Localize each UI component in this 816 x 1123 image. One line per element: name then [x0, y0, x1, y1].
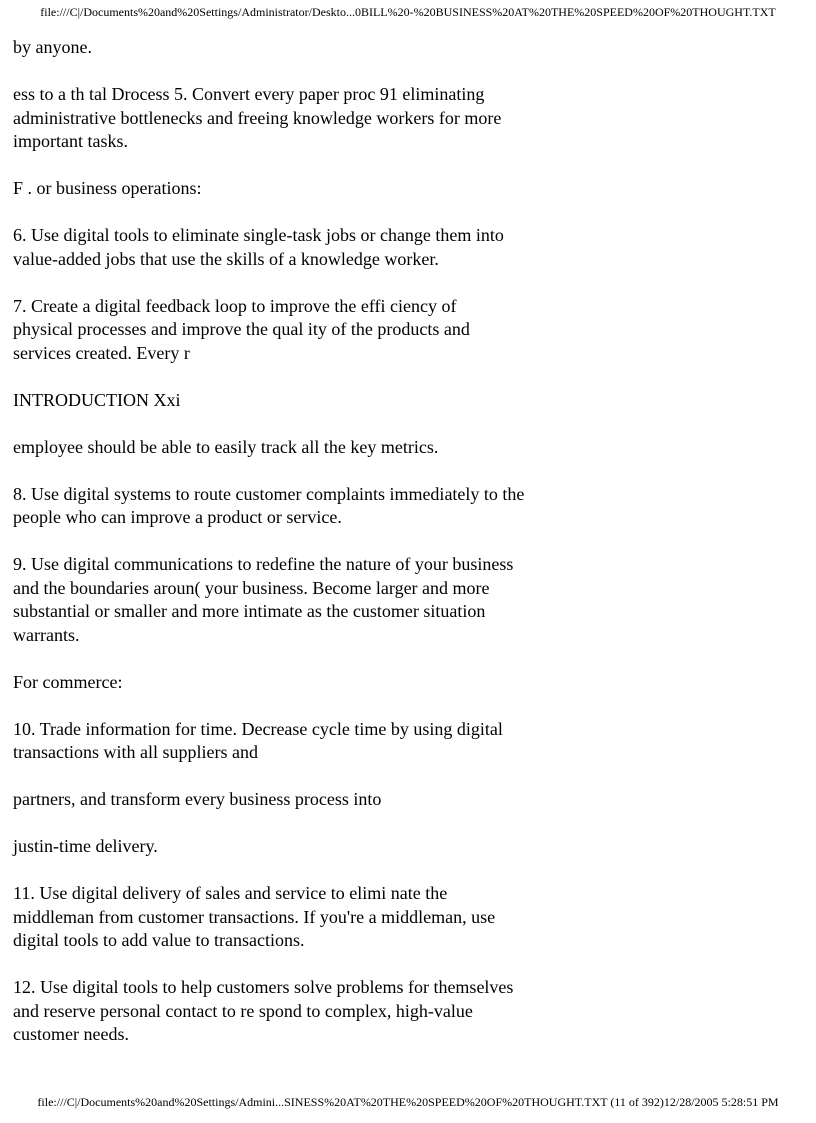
list-item	[13, 976, 573, 1047]
text-line: For commerce:	[13, 671, 123, 692]
text-line: value-added jobs that use the skills of a knowledge worker.	[13, 248, 439, 269]
text-line: digital tools to add value to transactions.	[13, 930, 305, 950]
text-line: important tasks.	[13, 131, 128, 151]
paragraph	[13, 36, 573, 60]
text-line: 8. Use digital systems to route customer complaints immediately to the	[13, 483, 525, 504]
text-line: customer needs.	[13, 1024, 129, 1044]
footer-file-path: file:///C|/Documents%20and%20Settings/Admini...SINESS%20AT%20THE%20SPEED%20OF%20THOUGHT.TXT (11 of 392)12/28/2005 5:28:51 PM	[37, 1095, 779, 1109]
text-line: middleman from customer transactions. If you're a middleman, use	[13, 906, 496, 927]
text-line: administrative bottlenecks and freeing knowledge workers for more	[13, 107, 502, 128]
text-line: physical processes and improve the qual ity of the products and	[13, 319, 470, 339]
text-line: F . or business operations:	[13, 178, 202, 198]
text-line: employee should be able to easily track all the key metrics.	[13, 436, 439, 457]
text-line: partners, and transform every business process into	[13, 789, 382, 809]
text-line: INTRODUCTION Xxi	[13, 389, 181, 410]
text-line: substantial or smaller and more intimate as the customer situation	[13, 601, 486, 621]
text-line: 12. Use digital tools to help customers solve problems for themselves	[13, 977, 514, 997]
paragraph	[13, 835, 573, 859]
text-line: by anyone.	[13, 37, 92, 57]
text-line: and the boundaries aroun( your business. Become larger and more	[13, 577, 490, 598]
paragraph	[13, 436, 573, 460]
text-line: people who can improve a product or service.	[13, 507, 342, 527]
text-line: justin-time delivery.	[13, 836, 158, 856]
list-item	[13, 718, 573, 765]
text-line: 10. Trade information for time. Decrease cycle time by using digital	[13, 718, 503, 739]
list-item	[13, 483, 573, 530]
text-line: ess to a th tal Drocess 5. Convert every paper proc 91 eliminating	[13, 84, 485, 104]
text-line: 7. Create a digital feedback loop to improve the effi ciency of	[13, 295, 457, 316]
list-item	[13, 295, 573, 366]
text-line: transactions with all suppliers and	[13, 742, 258, 762]
text-line: and reserve personal contact to re spond to complex, high-value	[13, 1000, 473, 1021]
list-item	[13, 882, 573, 953]
document-body	[13, 36, 573, 1047]
list-item	[13, 224, 573, 271]
header-file-path: file:///C|/Documents%20and%20Settings/Administrator/Deskto...0BILL%20-%20BUSINESS%20AT%20THE%20SPEED%20OF%20THOUGHT.TXT	[40, 5, 776, 19]
text-line: 6. Use digital tools to eliminate single-task jobs or change them into	[13, 225, 504, 245]
text-line: services created. Every r	[13, 342, 190, 363]
text-line: 11. Use digital delivery of sales and service to elimi nate the	[13, 883, 448, 903]
paragraph	[13, 788, 573, 812]
section-heading	[13, 177, 573, 201]
text-line: warrants.	[13, 624, 80, 645]
paragraph	[13, 83, 573, 154]
text-line: 9. Use digital communications to redefine the nature of your business	[13, 554, 514, 574]
section-heading	[13, 671, 573, 695]
running-header	[13, 389, 573, 413]
list-item	[13, 553, 573, 647]
